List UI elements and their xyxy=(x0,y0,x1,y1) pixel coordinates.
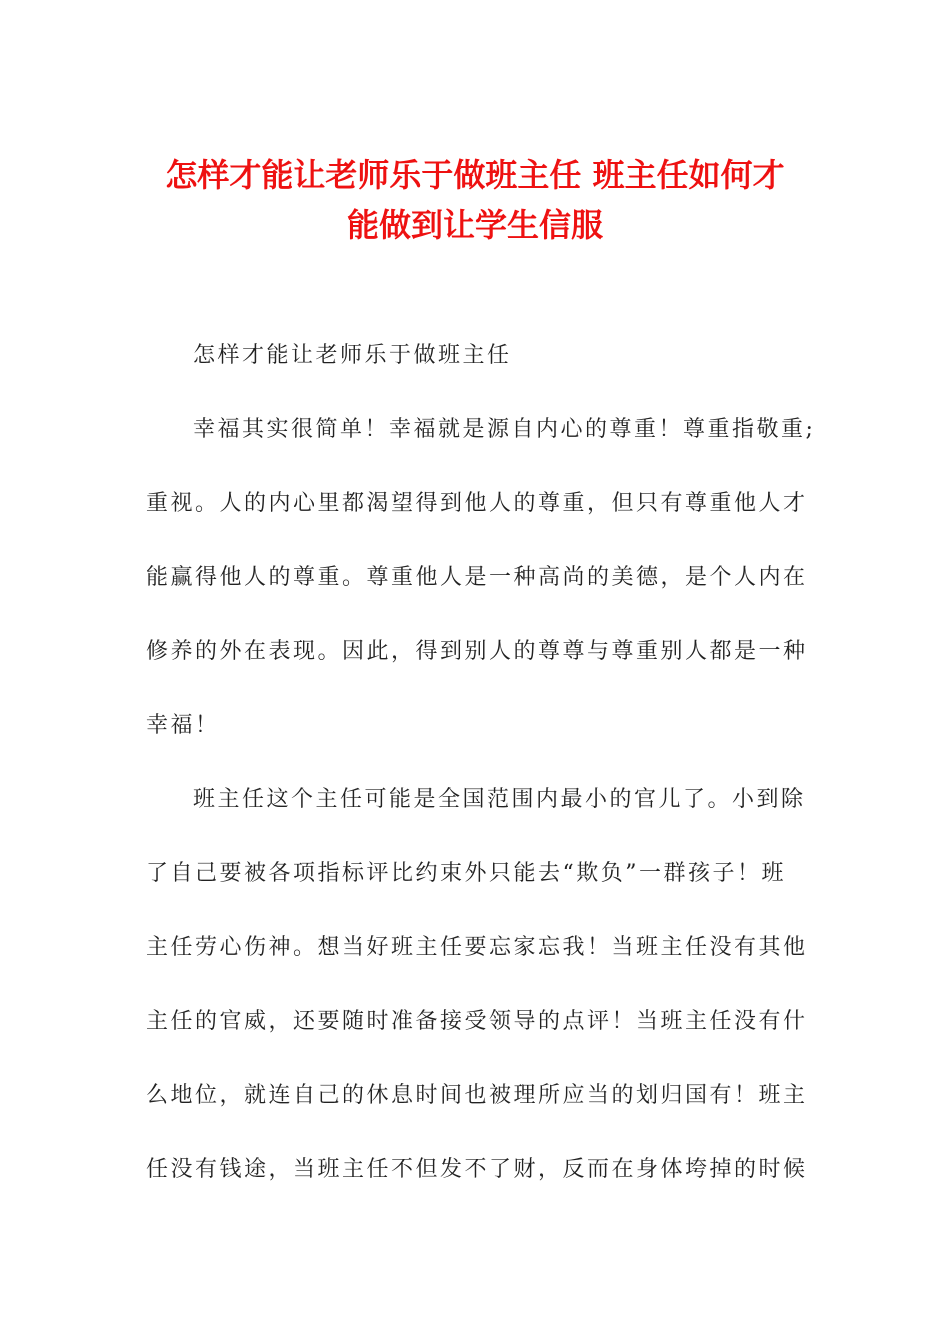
subheading: 怎样才能让老师乐于做班主任 xyxy=(193,343,512,368)
paragraph-1-line: 能赢得他人的尊重。尊重他人是一种高尚的美德，是个人内在 xyxy=(146,565,808,590)
paragraph-2-line: 主任的官威，还要随时准备接受领导的点评！当班主任没有什 xyxy=(146,1009,808,1034)
paragraph-2-line: 任没有钱途，当班主任不但发不了财，反而在身体垮掉的时候 xyxy=(146,1157,808,1182)
paragraph-2-line: 么地位，就连自己的休息时间也被理所应当的划归国有！班主 xyxy=(146,1083,808,1108)
paragraph-1-line: 幸福其实很简单！幸福就是源自内心的尊重！尊重指敬重; xyxy=(193,417,816,442)
paragraph-2-line: 了自己要被各项指标评比约束外只能去“欺负”一群孩子！班 xyxy=(146,861,786,886)
paragraph-2-line: 主任劳心伤神。想当好班主任要忘家忘我！当班主任没有其他 xyxy=(146,935,808,960)
paragraph-1-line: 重视。人的内心里都渴望得到他人的尊重，但只有尊重他人才 xyxy=(146,491,808,516)
document-title-line-2: 能做到让学生信服 xyxy=(346,206,603,244)
paragraph-1-line: 幸福！ xyxy=(146,713,220,738)
document-title-line-1: 怎样才能让老师乐于做班主任 班主任如何才 xyxy=(165,156,785,194)
paragraph-1-line: 修养的外在表现。因此，得到别人的尊尊与尊重别人都是一种 xyxy=(146,639,808,664)
paragraph-2-line: 班主任这个主任可能是全国范围内最小的官儿了。小到除 xyxy=(193,787,806,812)
